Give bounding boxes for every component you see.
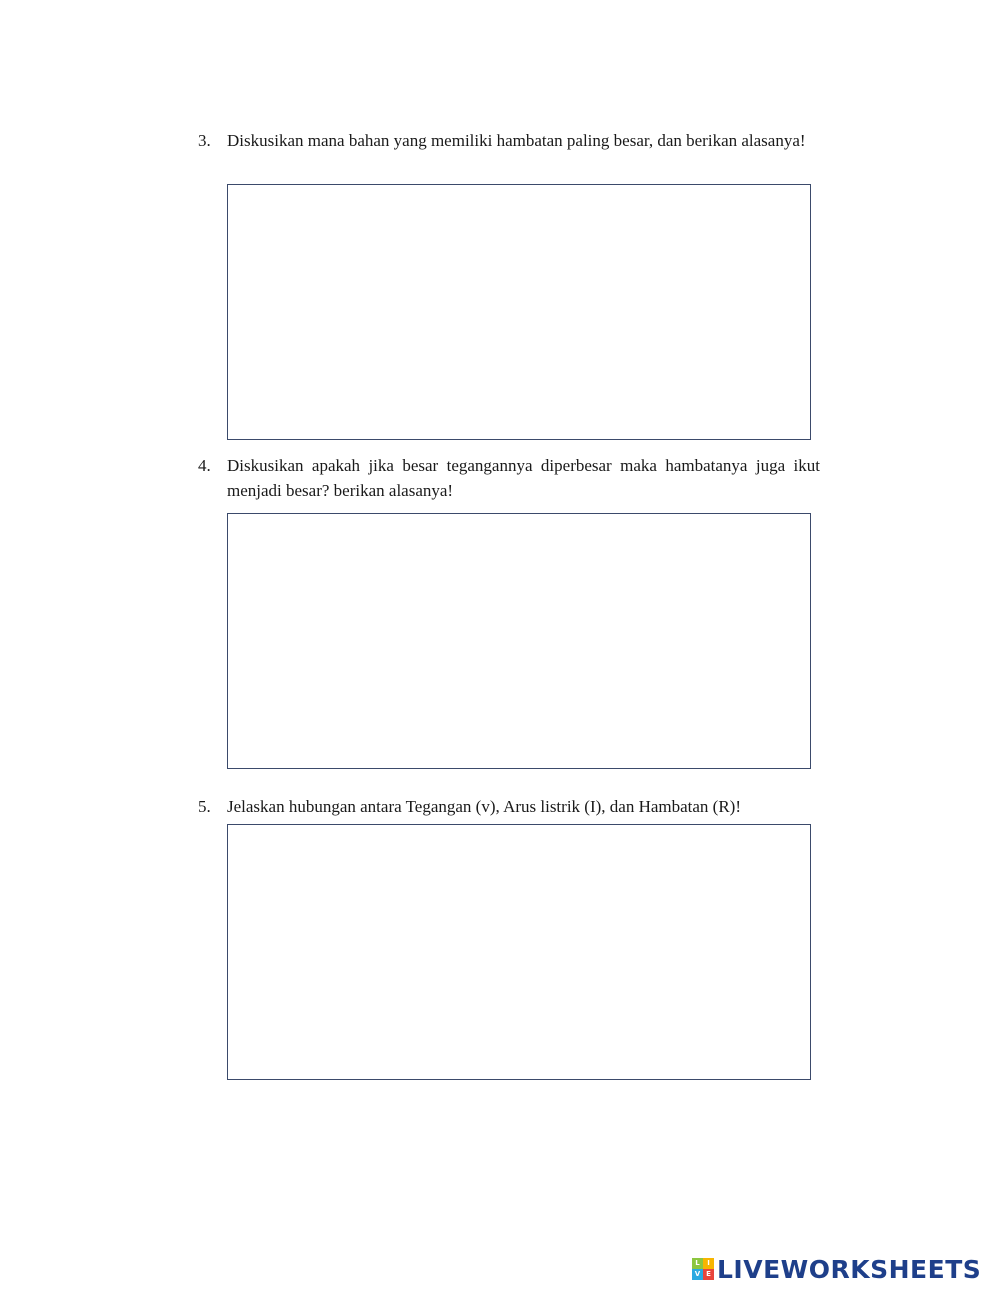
answer-box-3[interactable]	[227, 184, 811, 440]
question-text: Diskusikan mana bahan yang memiliki hambatan paling besar, dan berikan alasanya!	[227, 131, 806, 150]
question-3	[198, 128, 808, 153]
answer-box-5[interactable]	[227, 824, 811, 1080]
question-text: Jelaskan hubungan antara Tegangan (v), Arus listrik (I), dan Hambatan (R)!	[227, 797, 742, 816]
brand-name: LIVEWORKSHEETS	[717, 1254, 982, 1284]
question-5	[198, 794, 820, 819]
question-4	[198, 453, 820, 503]
question-number: 4.	[198, 456, 211, 475]
question-number: 3.	[198, 131, 211, 150]
answer-box-4[interactable]	[227, 513, 811, 769]
liveworksheets-logo-icon: L I V E	[692, 1258, 714, 1280]
liveworksheets-brand	[692, 1254, 981, 1284]
question-number: 5.	[198, 797, 211, 816]
question-text: Diskusikan apakah jika besar tegangannya diperbesar maka hambatanya juga ikut menjadi besar? berikan alasanya!	[227, 456, 820, 500]
